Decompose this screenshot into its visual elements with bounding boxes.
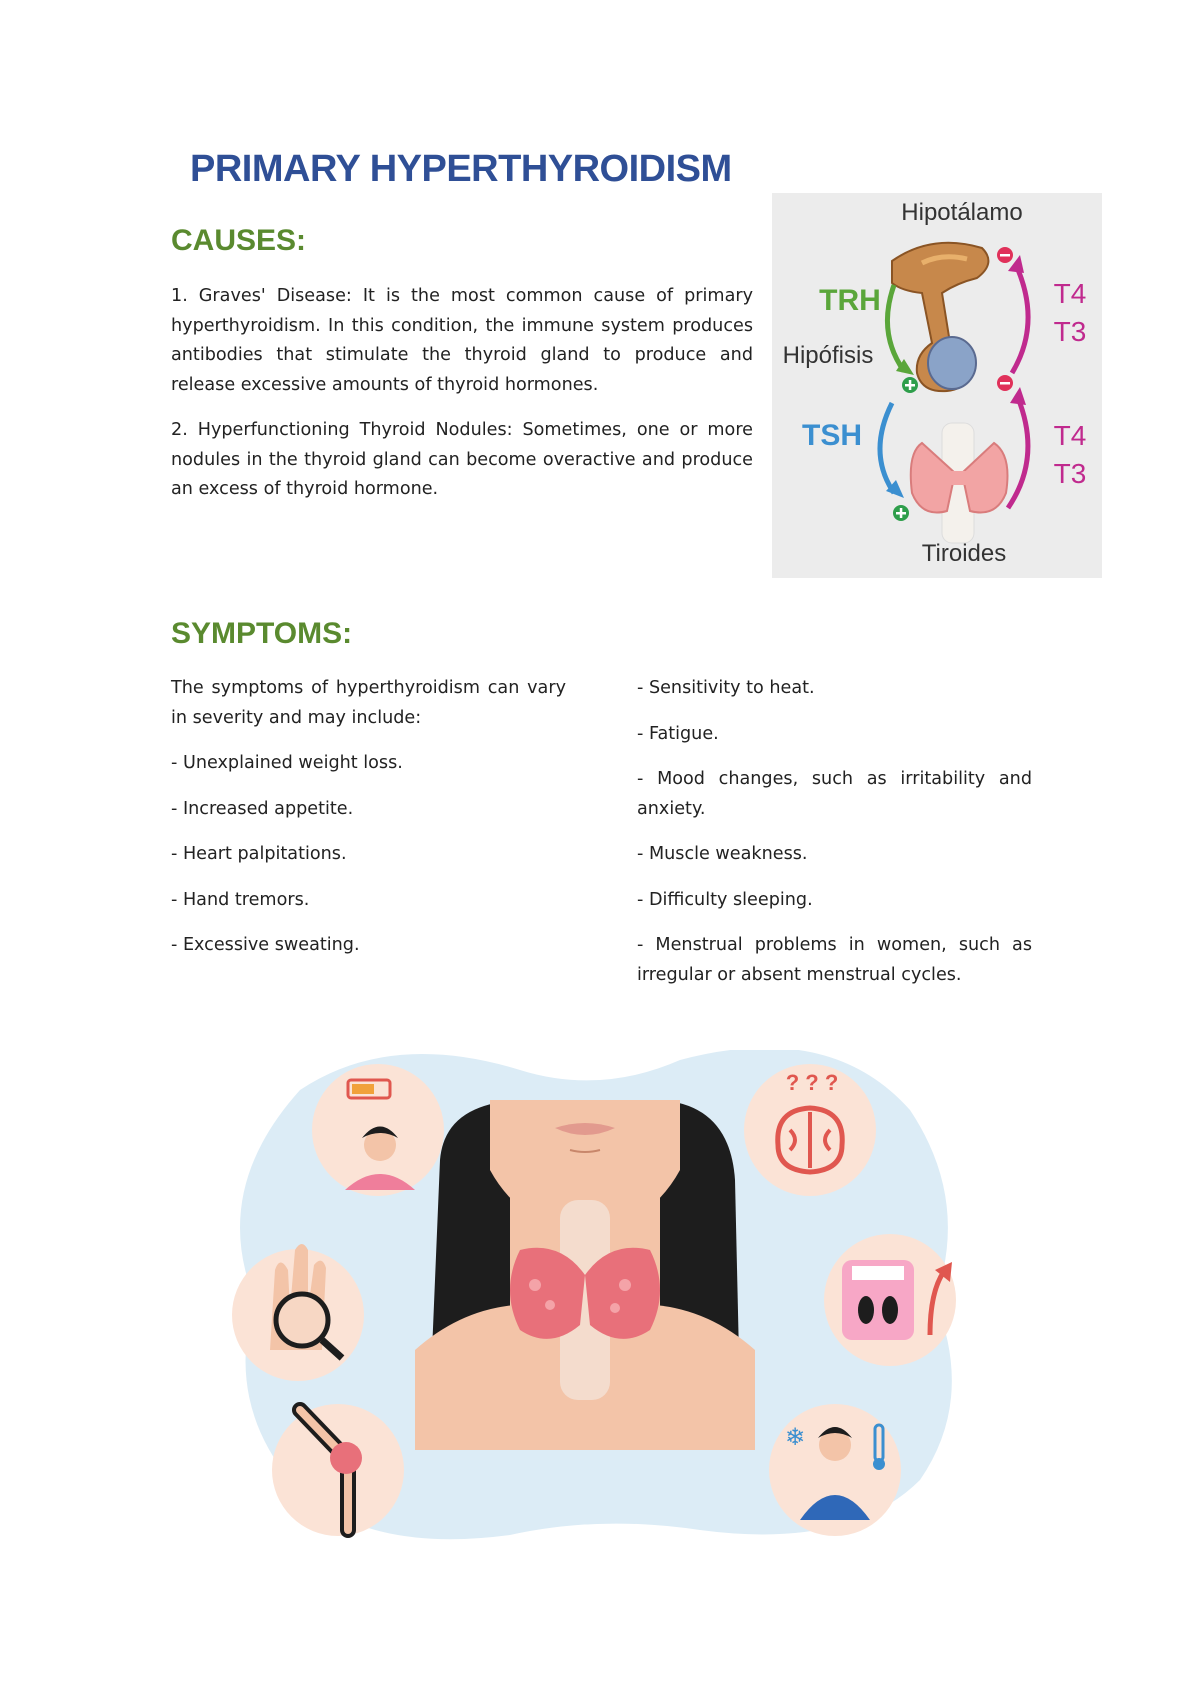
symptoms-intro: The symptoms of hyperthyroidism can vary in severity and may include: (171, 678, 566, 728)
t3-label: T3 (1053, 316, 1087, 347)
symptom-item: - Unexplained weight loss. (171, 753, 403, 773)
cold-sensitivity-icon (769, 1404, 901, 1536)
page-title: PRIMARY HYPERTHYROIDISM (190, 148, 732, 190)
symptom-item: - Mood changes, such as irritability and anxiety. (637, 769, 1032, 819)
symptom-item: - Excessive sweating. (171, 935, 360, 955)
symptom-item: - Menstrual problems in women, such as irregular or absent menstrual cycles. (637, 935, 1032, 985)
symptom-item: - Muscle weakness. (637, 844, 808, 864)
svg-text:❄: ❄ (785, 1423, 806, 1451)
joint-muscle-icon (272, 1404, 404, 1536)
symptom-item: - Sensitivity to heat. (637, 678, 815, 698)
t3-label: T3 (1053, 458, 1087, 489)
weight-loss-scale-icon (824, 1234, 956, 1366)
hyperthyroidism-illustration (230, 1050, 970, 1545)
cause-item: 1. Graves' Disease: It is the most common cause of primary hyperthyroidism. In this condition, the immune system produces antibodies that stimulate the thyroid gland to produce and release excessive amounts of thyroid hormones. (171, 286, 753, 395)
woman-neck-figure (415, 1100, 755, 1450)
symptom-item: - Fatigue. (637, 723, 719, 744)
cause-item: 2. Hyperfunctioning Thyroid Nodules: Sometimes, one or more nodules in the thyroid gland can become overactive and produce an excess of thyroid hormone. (171, 420, 753, 499)
symptoms-column-right (637, 674, 1032, 1006)
t4-label: T4 (1053, 278, 1087, 309)
symptom-item: - Hand tremors. (171, 889, 310, 910)
stimulation-icon (902, 377, 918, 393)
stimulation-icon (893, 505, 909, 521)
hypothalamus-label: Hipotálamo (901, 199, 1023, 226)
symptoms-column-left (171, 674, 566, 977)
inhibition-icon (997, 247, 1013, 263)
hormone-feedback-diagram (772, 193, 1102, 578)
fatigue-icon (312, 1064, 444, 1196)
trh-label: TRH (819, 284, 881, 317)
brain-anxiety-icon (744, 1064, 876, 1196)
pituitary-label: Hipófisis (782, 342, 874, 369)
question-marks: ? ? ? (785, 1070, 839, 1095)
causes-heading: CAUSES: (171, 224, 307, 257)
symptoms-heading: SYMPTOMS: (171, 617, 353, 650)
t4-label: T4 (1053, 420, 1087, 451)
symptom-item: - Increased appetite. (171, 798, 354, 819)
symptom-item: - Difficulty sleeping. (637, 889, 813, 910)
symptom-item: - Heart palpitations. (171, 844, 347, 864)
inhibition-icon (997, 375, 1013, 391)
tsh-label: TSH (802, 419, 862, 452)
thyroid-label: Tiroides (921, 540, 1007, 567)
